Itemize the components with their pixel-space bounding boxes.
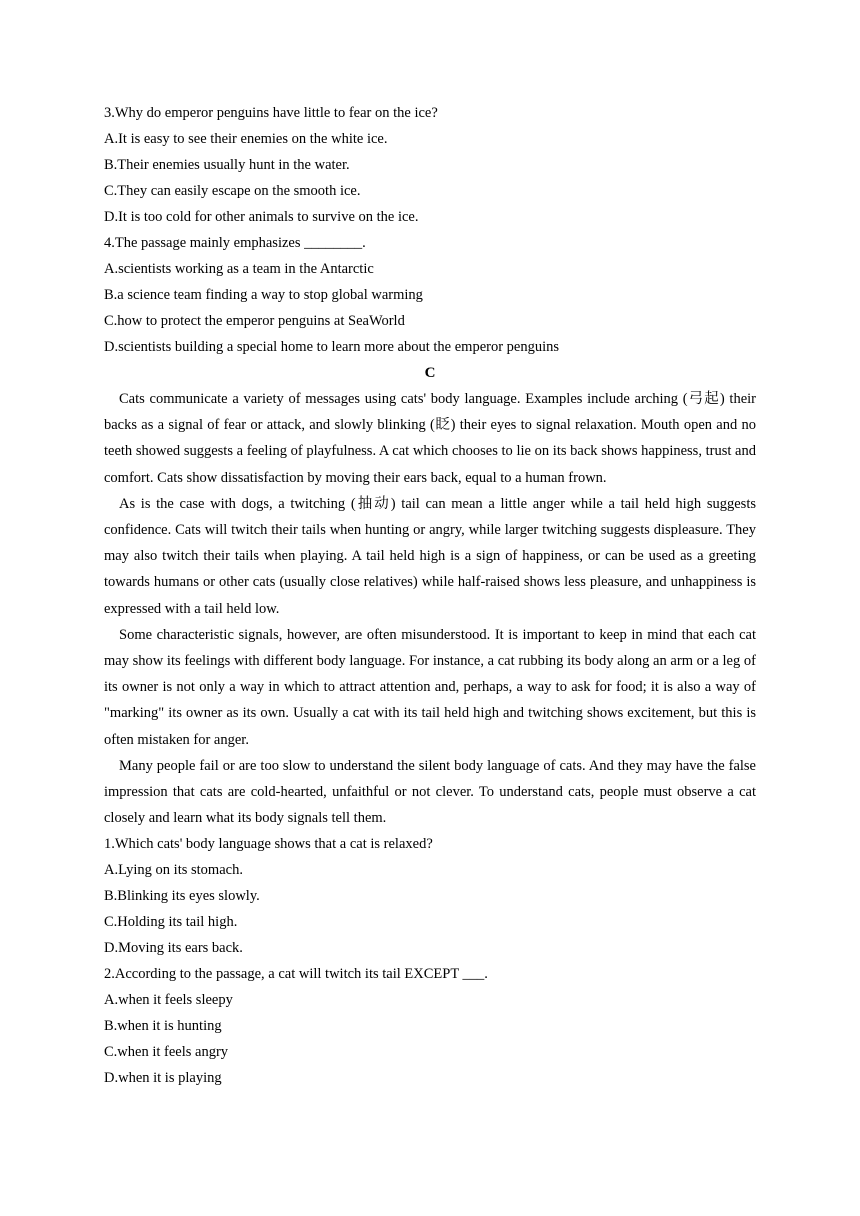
option-a: A.Lying on its stomach.	[104, 862, 243, 879]
option-b: B.a science team finding a way to stop global warming	[104, 287, 423, 303]
option-c: C.when it feels angry	[104, 1044, 229, 1061]
option-d: D.Moving its ears back.	[104, 940, 243, 957]
option-a: A.It is easy to see their enemies on the white ice.	[104, 131, 388, 147]
document-page	[104, 100, 756, 1091]
option-c: C.Holding its tail high.	[104, 914, 238, 931]
question-text: 4.The passage mainly emphasizes ________.	[104, 235, 366, 251]
question-block-b3	[104, 100, 756, 230]
passage-paragraph: Many people fail or are too slow to understand the silent body language of cats. And they may have the false impression that cats are cold-hearted, unfaithful or not clever. To understand cats, people must observe a cat closely and learn what its body signals tell them.	[104, 757, 756, 827]
option-d: D.It is too cold for other animals to survive on the ice.	[104, 209, 419, 225]
question-block-b4	[104, 230, 756, 360]
question-text: 3.Why do emperor penguins have little to fear on the ice?	[104, 105, 438, 121]
question-text: 2.According to the passage, a cat will twitch its tail EXCEPT ___.	[104, 966, 488, 983]
option-a: A.scientists working as a team in the Antarctic	[104, 261, 374, 277]
option-b: B.Their enemies usually hunt in the water.	[104, 157, 350, 173]
question-block-c2	[104, 961, 756, 1091]
option-c: C.how to protect the emperor penguins at SeaWorld	[104, 313, 405, 329]
option-b: B.Blinking its eyes slowly.	[104, 888, 260, 905]
section-title-c: C	[424, 365, 436, 381]
option-d: D.scientists building a special home to learn more about the emperor penguins	[104, 339, 560, 355]
passage-paragraph: As is the case with dogs, a twitching (抽动) tail can mean a little anger while a tail held high suggests confidence. Cats will twitch their tails when hunting or angry, while larger twitching suggests displeasure. They may also twitch their tails when playing. A tail held high is a sign of happiness, or can be used as a greeting towards humans or other cats (usually close relatives) while half-raised shows less pleasure, and unhappiness is expressed with a tail held low.	[104, 495, 756, 617]
question-text: 1.Which cats' body language shows that a cat is relaxed?	[104, 836, 433, 853]
passage-paragraph: Some characteristic signals, however, are often misunderstood. It is important to keep in mind that each cat may show its feelings with different body language. For instance, a cat rubbing its body along an arm or a leg of its owner is not only a way in which to attract attention and, perhaps, a way to ask for food; it is also a way of "marking" its owner as its own. Usually a cat with its tail held high and twitching shows excitement, but this is often mistaken for anger.	[104, 626, 756, 748]
passage-c	[104, 386, 756, 831]
option-c: C.They can easily escape on the smooth ice.	[104, 183, 361, 199]
option-a: A.when it feels sleepy	[104, 992, 233, 1009]
question-block-c1	[104, 831, 756, 961]
option-b: B.when it is hunting	[104, 1018, 222, 1035]
passage-paragraph: Cats communicate a variety of messages using cats' body language. Examples include arching (弓起) their backs as a signal of fear or attack, and slowly blinking (眨) their eyes to signal relaxation. Mouth open and no teeth showed suggests a feeling of playfulness. A cat which chooses to lie on its back shows happiness, trust and comfort. Cats show dissatisfaction by moving their ears back, equal to a human frown.	[104, 391, 756, 486]
option-d: D.when it is playing	[104, 1070, 222, 1087]
